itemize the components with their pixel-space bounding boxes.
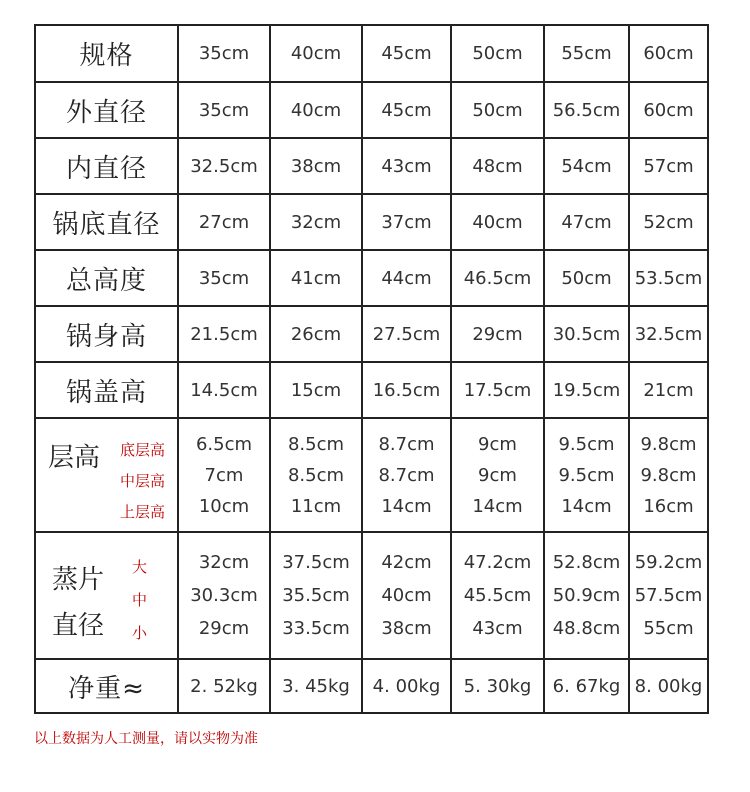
cell-value: 52.8cm bbox=[552, 552, 621, 573]
table-row-net-weight bbox=[34, 658, 709, 714]
cell-value: 54cm bbox=[561, 155, 612, 177]
table-row-steamer-diameter bbox=[34, 531, 709, 658]
cell-value: 11cm bbox=[290, 495, 342, 517]
row-label: 规格 bbox=[79, 41, 134, 71]
cell-value: 16.5cm bbox=[372, 379, 441, 401]
row-label: 锅底直径 bbox=[52, 209, 161, 240]
table-row bbox=[34, 193, 709, 249]
cell-value: 42cm bbox=[381, 552, 432, 573]
cell-value: 40cm bbox=[290, 99, 342, 121]
row-label: 总高度 bbox=[65, 265, 147, 296]
cell-value: 43cm bbox=[381, 155, 432, 177]
cell-value: 38cm bbox=[290, 155, 342, 177]
cell-value: 6. 67kg bbox=[552, 675, 621, 697]
cell-value: 46.5cm bbox=[463, 267, 532, 289]
cell-value: 48cm bbox=[472, 155, 523, 177]
cell-value: 59.2cm bbox=[634, 552, 703, 573]
cell-value: 27.5cm bbox=[372, 323, 441, 345]
cell-value: 32.5cm bbox=[190, 155, 258, 177]
cell-value: 29cm bbox=[198, 618, 250, 639]
cell-value: 5. 30kg bbox=[463, 675, 532, 697]
table-row bbox=[34, 249, 709, 305]
cell-value: 14cm bbox=[381, 495, 432, 517]
cell-value: 50cm bbox=[472, 99, 523, 121]
cell-value: 41cm bbox=[290, 267, 342, 289]
cell-value: 19.5cm bbox=[552, 379, 621, 401]
cell-value: 45.5cm bbox=[463, 585, 532, 606]
cell-value: 9cm bbox=[478, 433, 517, 455]
cell-value: 60cm bbox=[643, 99, 694, 121]
row-label: 内直径 bbox=[65, 153, 147, 184]
cell-value: 37cm bbox=[381, 211, 432, 233]
steamer-sub-labels bbox=[132, 551, 147, 650]
cell-value: 8.7cm bbox=[378, 433, 435, 455]
cell-value: 52cm bbox=[643, 211, 694, 233]
sub-label-middle: 中层高 bbox=[119, 472, 165, 490]
cell-value: 57cm bbox=[643, 155, 694, 177]
cell-value: 9.8cm bbox=[640, 464, 697, 486]
cell-value: 37.5cm bbox=[282, 552, 350, 573]
row-label bbox=[52, 557, 104, 649]
steamer-header bbox=[34, 531, 177, 658]
cell-value: 9.8cm bbox=[640, 433, 697, 455]
cell-value: 3. 45kg bbox=[282, 675, 350, 697]
table-row bbox=[34, 305, 709, 361]
cell-value: 10cm bbox=[198, 495, 250, 517]
cell-value: 50cm bbox=[561, 267, 612, 289]
cell-value: 55cm bbox=[643, 618, 694, 639]
cell-value: 35.5cm bbox=[282, 585, 350, 606]
table-row-layer-height bbox=[34, 417, 709, 531]
row-label: 锅身高 bbox=[65, 321, 147, 352]
cell-value: 15cm bbox=[290, 379, 342, 401]
cell-value: 30.3cm bbox=[190, 585, 258, 606]
cell-value: 55cm bbox=[561, 43, 612, 64]
cell-value: 14cm bbox=[561, 495, 612, 517]
layer-sub-labels bbox=[120, 435, 165, 528]
cell-value: 47cm bbox=[561, 211, 612, 233]
label-line: 直径 bbox=[52, 611, 105, 641]
cell-value: 9.5cm bbox=[558, 464, 615, 486]
cell-value: 9.5cm bbox=[558, 433, 615, 455]
measurement-note: 以上数据为人工测量，请以实物为准 bbox=[34, 731, 258, 747]
cell-value: 35cm bbox=[198, 267, 250, 289]
cell-value: 35cm bbox=[198, 43, 250, 64]
cell-value: 35cm bbox=[198, 99, 250, 121]
cell-value: 21.5cm bbox=[190, 323, 258, 345]
cell-value: 32.5cm bbox=[634, 323, 703, 345]
cell-value: 45cm bbox=[381, 43, 432, 64]
cell-value: 53.5cm bbox=[634, 267, 703, 289]
table-row bbox=[34, 81, 709, 137]
cell-value: 21cm bbox=[643, 379, 694, 401]
table-row bbox=[34, 24, 709, 81]
cell-value: 47.2cm bbox=[463, 552, 532, 573]
sub-label-small: 小 bbox=[131, 624, 147, 642]
cell-value: 32cm bbox=[290, 211, 342, 233]
cell-value: 27cm bbox=[198, 211, 250, 233]
cell-value: 48.8cm bbox=[552, 618, 621, 639]
cell-value: 6.5cm bbox=[195, 433, 253, 455]
cell-value: 14.5cm bbox=[190, 379, 258, 401]
table-row bbox=[34, 361, 709, 417]
cell-value: 44cm bbox=[381, 267, 432, 289]
cell-value: 50.9cm bbox=[552, 585, 621, 606]
cell-value: 8.5cm bbox=[287, 464, 345, 486]
cell-value: 17.5cm bbox=[463, 379, 532, 401]
cell-value: 56.5cm bbox=[552, 99, 621, 121]
cell-value: 29cm bbox=[472, 323, 523, 345]
cell-value: 8.5cm bbox=[287, 433, 345, 455]
cell-value: 38cm bbox=[381, 618, 432, 639]
cell-value: 8. 00kg bbox=[634, 675, 703, 697]
label-line: 蒸片 bbox=[52, 565, 105, 595]
cell-value: 45cm bbox=[381, 99, 432, 121]
table-row bbox=[34, 137, 709, 193]
cell-value: 26cm bbox=[290, 323, 342, 345]
cell-value: 40cm bbox=[381, 585, 432, 606]
cell-value: 7cm bbox=[204, 464, 244, 486]
cell-value: 14cm bbox=[472, 495, 523, 517]
cell-value: 30.5cm bbox=[552, 323, 621, 345]
cell-value: 16cm bbox=[643, 495, 694, 517]
sub-label-medium: 中 bbox=[131, 591, 147, 609]
sub-label-top: 上层高 bbox=[119, 503, 165, 521]
row-label: 外直径 bbox=[65, 97, 147, 128]
cell-value: 9cm bbox=[478, 464, 517, 486]
sub-label-bottom: 底层高 bbox=[119, 441, 165, 459]
cell-value: 57.5cm bbox=[634, 585, 703, 606]
layer-height-header bbox=[34, 417, 177, 531]
cell-value: 33.5cm bbox=[282, 618, 350, 639]
cell-value: 32cm bbox=[198, 552, 250, 573]
row-label: 锅盖高 bbox=[65, 377, 147, 408]
cell-value: 43cm bbox=[472, 618, 523, 639]
sub-label-large: 大 bbox=[131, 558, 147, 576]
row-label: 净重≈ bbox=[68, 673, 145, 704]
cell-value: 60cm bbox=[643, 43, 694, 64]
cell-value: 4. 00kg bbox=[372, 675, 441, 697]
cell-value: 40cm bbox=[472, 211, 523, 233]
cell-value: 40cm bbox=[290, 43, 342, 64]
cell-value: 2. 52kg bbox=[190, 675, 258, 697]
cell-value: 50cm bbox=[472, 43, 523, 64]
row-label: 层高 bbox=[48, 443, 101, 473]
cell-value: 8.7cm bbox=[378, 464, 435, 486]
spec-table bbox=[34, 24, 709, 714]
